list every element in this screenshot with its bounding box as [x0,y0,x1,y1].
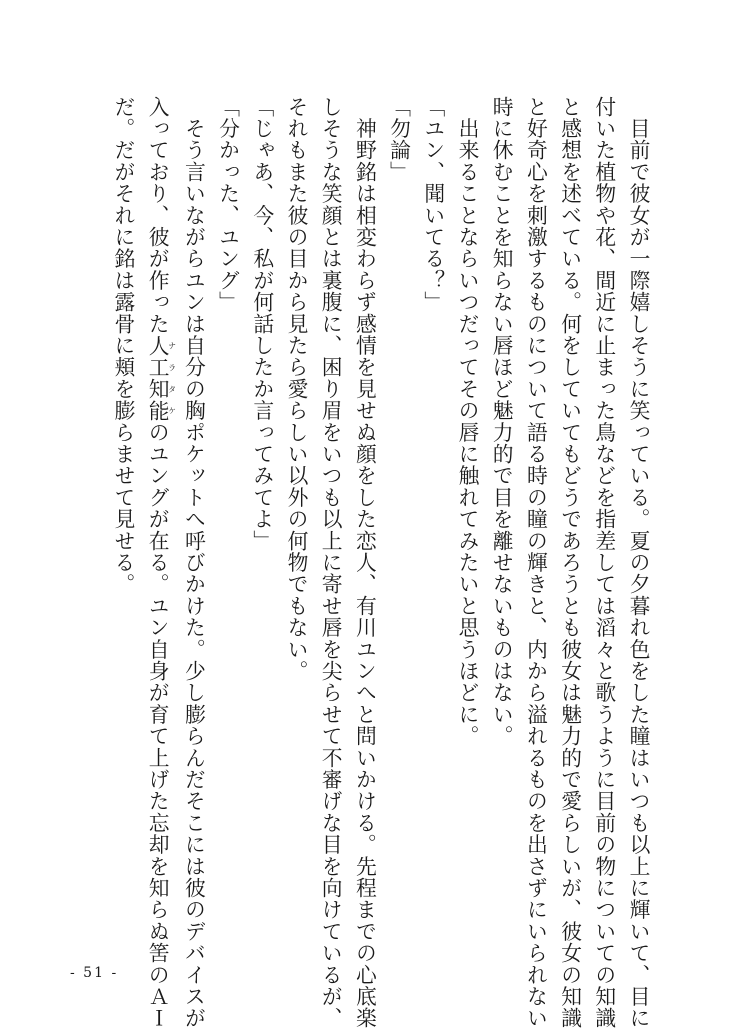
text-line: 「ユン、聞いてる？」 [420,96,445,313]
ruby-annotation [145,334,177,422]
text-segment: ユン自身が育て上げた忘却を知らぬ筈のＡＩ [145,595,170,1029]
text-line [140,96,177,1029]
text-line: 出来ることならいつだってその唇に触れてみたいと思うほどに。 [454,96,479,747]
text-line: と感想を述べている。何をしていてもどうであろうとも彼女は魅力的で愛らしいが、彼女の知識 [557,96,582,1029]
text-line: 「勿論」 [386,96,411,183]
text-segment: のユングが在る。 [145,421,170,596]
text-line: そう言いながらユンは自分の胸ポケットへ呼びかけた。少し膨らんだそこには彼のデバイスが [181,96,206,1029]
text-line: 付いた植物や花、間近に止まった鳥などを指差しては滔々と歌うように目前の物についての知識 [591,96,616,1029]
body-text [106,96,655,1029]
text-line: それもまた彼の目から見たら愛らしい以外の何物でもない。 [283,96,308,682]
text-line: 「分かった、ユング」 [215,96,240,313]
text-segment: 入っており、彼が作った [145,96,170,335]
text-line: だ。だがそれに銘は露骨に頬を膨らませて見せる。 [110,96,135,596]
text-line: 神野銘は相変わらず感情を見せぬ顔をした恋人、有川ユンへと問いかける。先程までの心底楽 [352,96,377,1029]
text-line: しそうな笑顔とは裏腹に、困り眉をいつも以上に寄せ唇を尖らせて不審げな目を向けているが、 [318,96,343,1029]
text-line: と好奇心を刺激するものについて語る時の瞳の輝きと、内から溢れるものを出さずにいられない [523,96,548,1029]
text-line: 時に休むことを知らない唇ほど魅力的で目を離せないものはない。 [489,96,514,747]
ruby-base: 人工知能 [145,334,170,422]
ruby-reading: ナラタケ [167,334,177,422]
text-line: 「じゃあ、今、私が何話したか言ってみてよ」 [249,96,274,552]
page-number: - 51 - [70,965,119,981]
text-line: 目前で彼女が一際嬉しそうに笑っている。夏の夕暮れ色をした瞳はいつも以上に輝いて、目に [626,96,650,1029]
